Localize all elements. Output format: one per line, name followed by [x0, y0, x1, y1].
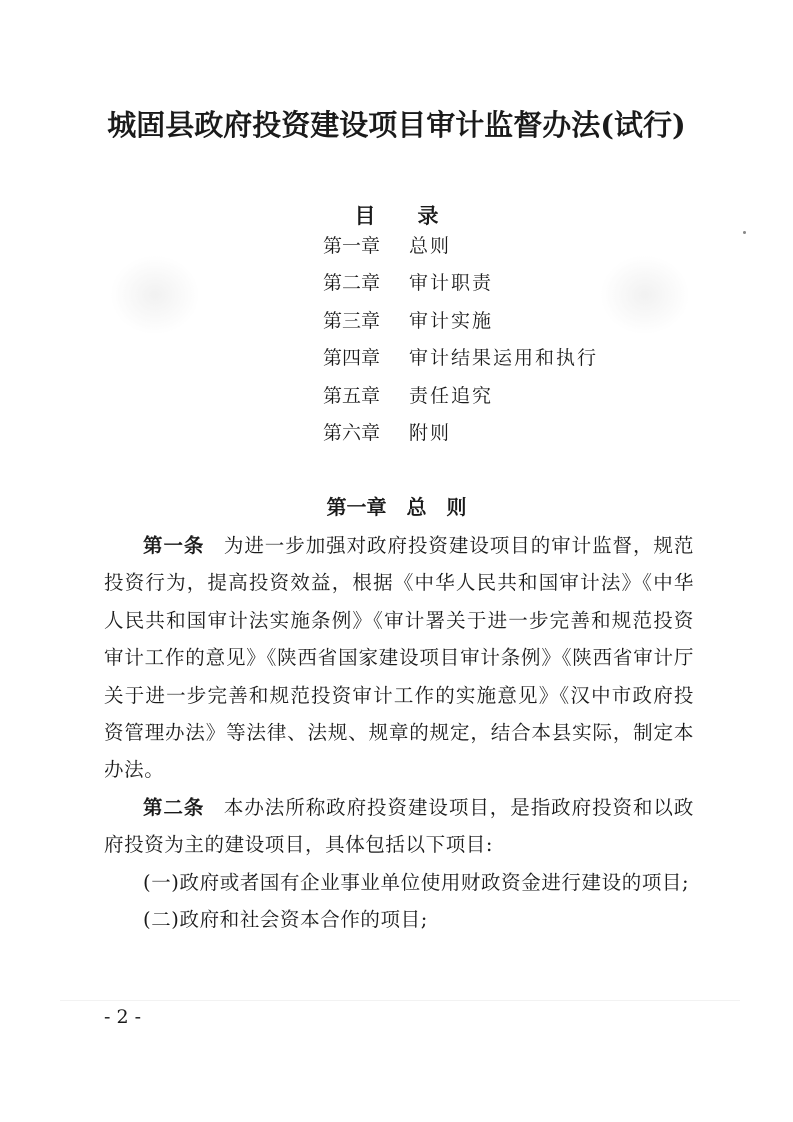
article-item: (一)政府或者国有企业事业单位使用财政资金进行建设的项目; [143, 870, 690, 894]
toc-item [323, 269, 598, 306]
toc-item [323, 419, 598, 456]
toc-item [323, 382, 598, 419]
article-text: 本办法所称政府投资建设项目，是指政府投资和以政府投资为主的建设项目，具体包括以下项目: [104, 795, 694, 857]
article-paragraph [104, 789, 694, 864]
toc-chapter-number: 第一章 [323, 235, 381, 257]
toc-item [323, 344, 598, 381]
faded-seal-left [110, 255, 200, 335]
faded-seal-right [600, 255, 690, 335]
toc-chapter-number: 第四章 [323, 347, 381, 370]
toc-item [323, 232, 598, 269]
toc-chapter-title: 审计结果运用和执行 [409, 347, 599, 370]
scan-speck [743, 231, 746, 234]
page-number: - 2 - [104, 1006, 142, 1028]
article-label: 第一条 [143, 534, 205, 557]
toc-chapter-title: 责任追究 [409, 384, 494, 407]
chapter-heading: 第一章 总 则 [326, 495, 467, 519]
article-label: 第二条 [143, 795, 205, 819]
toc-chapter-title: 审计实施 [409, 309, 494, 332]
article-item: (二)政府和社会资本合作的项目; [143, 908, 428, 932]
toc-chapter-number: 第二章 [323, 272, 381, 295]
toc-chapter-number: 第三章 [323, 309, 381, 332]
toc-chapter-number: 第六章 [323, 421, 381, 444]
article-text: 为进一步加强对政府投资建设项目的审计监督，规范投资行为，提高投资效益，根据《中华人民共和国审计法》《中华人民共和国审计法实施条例》《审计署关于进一步完善和规范投资审计工作的意见》《陕西省国家建设项目审计条例》《陕西省审计厅关于进一步完善和规范投资审计工作的实施意见》《汉中市政府投资管理办法》等法律、法规、规章的规定，结合本县实际，制定本办法。 [104, 534, 694, 782]
toc-item [323, 307, 598, 344]
toc-chapter-title: 附则 [409, 421, 452, 444]
document-title: 城固县政府投资建设项目审计监督办法(试行) [107, 108, 686, 142]
toc-chapter-title: 审计职责 [409, 272, 494, 295]
body-text [104, 527, 694, 938]
toc-chapter-number: 第五章 [323, 384, 381, 407]
table-of-contents [323, 232, 598, 456]
article-paragraph [104, 527, 694, 789]
toc-chapter-title: 总则 [409, 235, 452, 257]
footer-divider [60, 1000, 740, 1001]
toc-heading: 目 录 [354, 203, 439, 228]
